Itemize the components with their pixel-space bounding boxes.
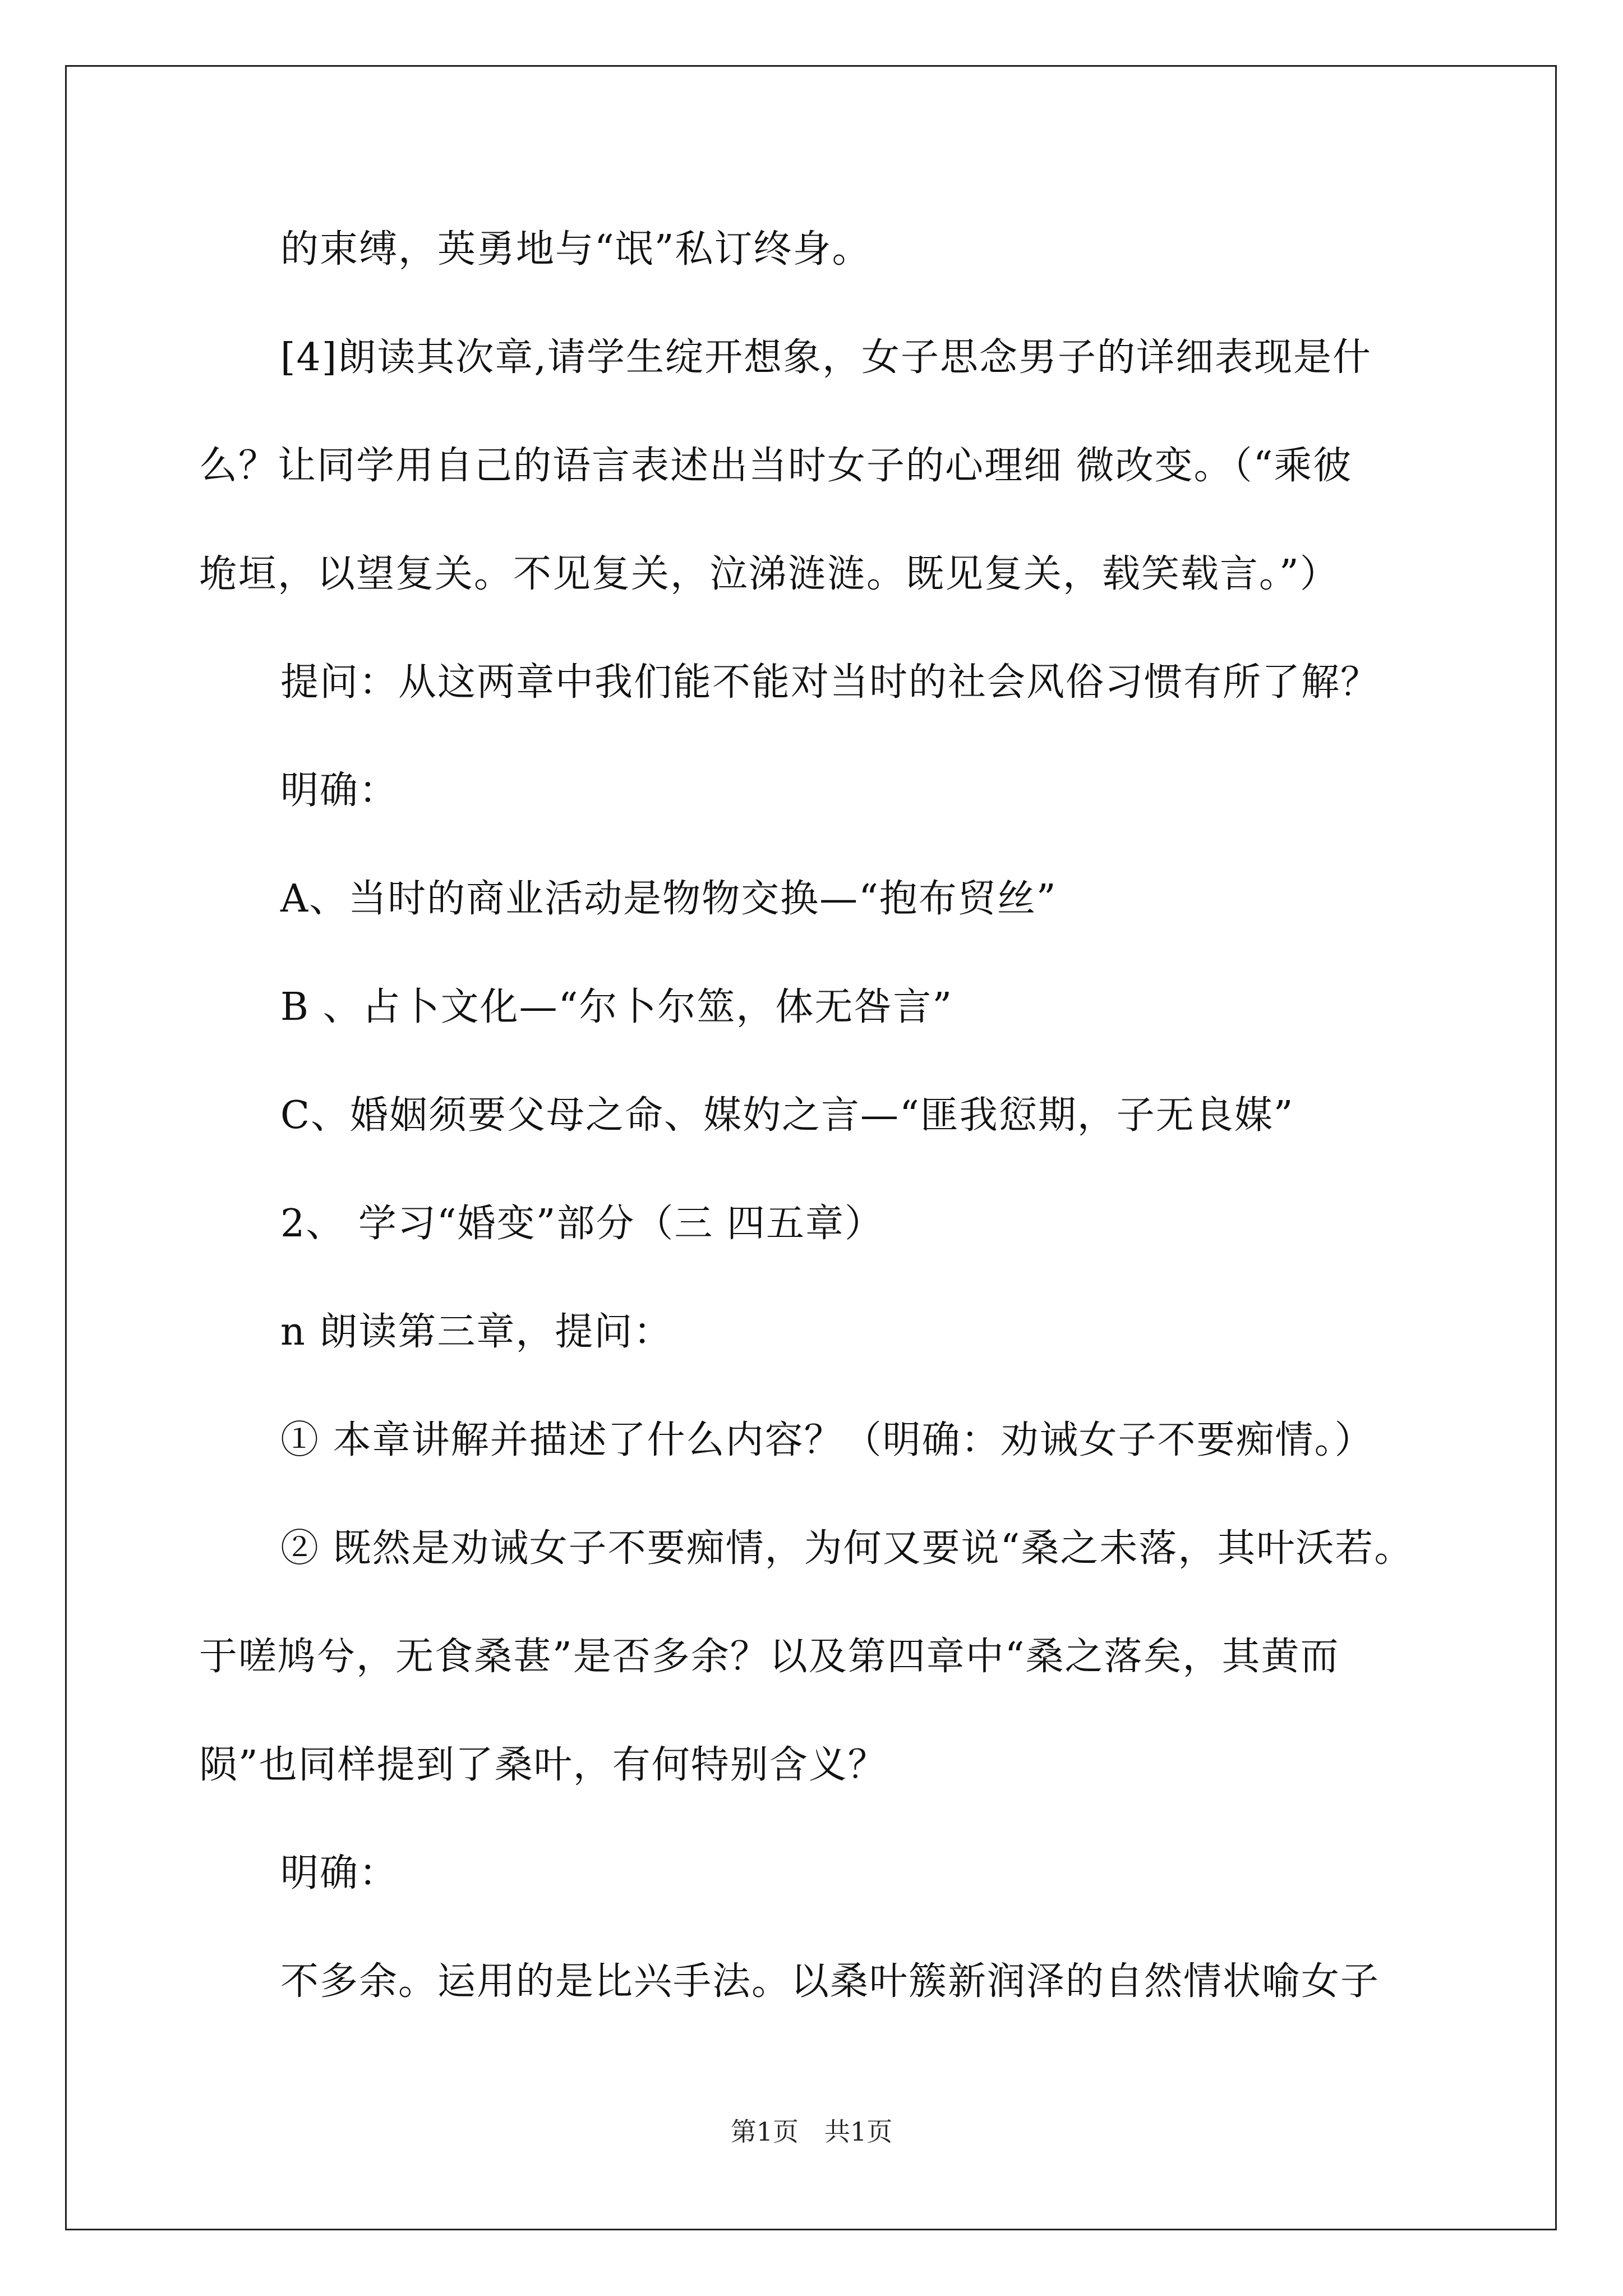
page-footer: 第1页 共1页 bbox=[730, 2116, 893, 2147]
page-border bbox=[65, 65, 1557, 2230]
list-item: ① 本章讲解并描述了什么内容？（明确：劝诫女子不要痴情。） bbox=[280, 1418, 1374, 1462]
paragraph-line: [4]朗读其次章,请学生绽开想象，女子思念男子的详细表现是什 bbox=[280, 335, 1372, 380]
list-item: ② 既然是劝诫女子不要痴情，为何又要说“桑之未落，其叶沃若。 bbox=[280, 1526, 1414, 1571]
paragraph-line: 明确： bbox=[280, 1851, 399, 1895]
paragraph-line: 么？让同学用自己的语言表述出当时女子的心理细 微改变。（“乘彼 bbox=[199, 444, 1353, 488]
paragraph-line: 的束缚，英勇地与“氓”私订终身。 bbox=[280, 227, 872, 272]
paragraph-line: 于嗟鸠兮，无食桑葚”是否多余？以及第四章中“桑之落矣，其黄而 bbox=[199, 1635, 1340, 1679]
paragraph-line: 陨”也同样提到了桑叶，有何特别含义？ bbox=[199, 1743, 887, 1787]
paragraph-line: 不多余。运用的是比兴手法。以桑叶簇新润泽的自然情状喻女子 bbox=[280, 1959, 1380, 2004]
section-heading: 2、 学习“婚变”部分（三 四五章） bbox=[280, 1202, 884, 1246]
list-item: B 、占卜文化—“尔卜尔筮，体无咎言” bbox=[280, 985, 953, 1029]
list-item: A、当时的商业活动是物物交换—“抱布贸丝” bbox=[280, 877, 1057, 921]
paragraph-line: n 朗读第三章，提问： bbox=[280, 1310, 673, 1354]
paragraph-line: 垝垣，以望复关。不见复关，泣涕涟涟。既见复关，载笑载言。”） bbox=[199, 552, 1339, 596]
paragraph-line: 提问：从这两章中我们能不能对当时的社会风俗习惯有所了解？ bbox=[280, 660, 1380, 705]
paragraph-line: 明确： bbox=[280, 769, 399, 813]
list-item: C、婚姻须要父母之命、媒妁之言—“匪我愆期，子无良媒” bbox=[280, 1093, 1294, 1138]
